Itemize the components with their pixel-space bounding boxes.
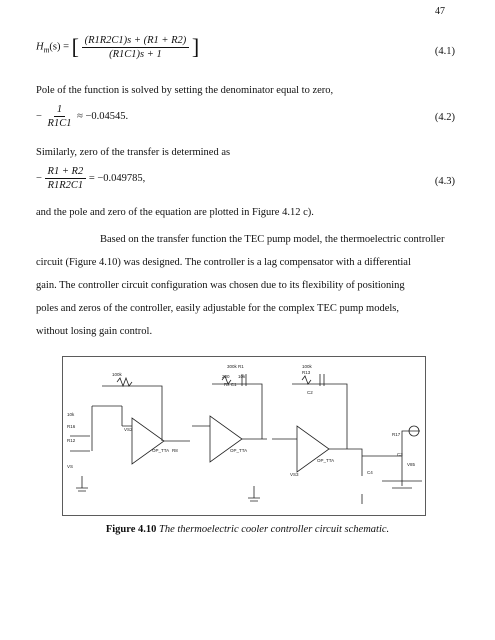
label-v85: V85 — [407, 462, 416, 467]
eq1-numerator: (R1R2C1)s + (R1 + R2) — [82, 35, 190, 48]
label-100k-b: 100k — [302, 364, 312, 369]
label-rx-c1: Rx C1 — [224, 382, 237, 387]
after-eq3-text: and the pole and zero of the equation are plotted in Figure 4.12 c). — [36, 207, 314, 218]
label-vs3: VS3 — [290, 472, 299, 477]
eq1-lhs: H — [36, 41, 44, 53]
pole-intro-text: Pole of the function is solved by setting the denominator equal to zero, — [36, 85, 334, 96]
equation-4-1: $H_m(s)$ = [ $\frac{(R1R2C1)s + (R1 + R2)}{(R1C1)s + 1}$ ] — [36, 34, 200, 60]
eq1-fraction — [82, 35, 190, 60]
main-line-5: without losing gain control. — [36, 326, 153, 337]
equation-4-2 — [36, 104, 128, 129]
label-op3: OP_TTA — [317, 458, 335, 463]
controller-schematic — [62, 356, 426, 516]
label-vs2: VS2 — [124, 427, 133, 432]
eq2-fraction — [45, 104, 75, 129]
eq3-numerator: R1 + R2 — [45, 166, 87, 179]
eq2-prefix: − — [36, 110, 42, 122]
eq1-denominator: (R1C1)s + 1 — [109, 48, 162, 60]
zero-intro-text: Similarly, zero of the transfer is determined as — [36, 147, 231, 158]
label-c4: C4 — [367, 470, 373, 475]
eq3-result: = −0.049785, — [88, 172, 146, 184]
label-r17: R17 — [392, 432, 401, 437]
eq1-lhs-arg: (s) = — [49, 41, 70, 53]
eq1-lhs-sub: m — [43, 45, 50, 55]
main-line-2: circuit (Figure 4.10) was designed. The controller is a lag compensator with a differential — [36, 257, 411, 268]
eq2-numerator: 1 — [54, 104, 65, 117]
label-vs: VS — [67, 464, 74, 469]
main-paragraph — [36, 228, 456, 343]
label-r12: R12 — [67, 438, 76, 443]
label-r13: R13 — [302, 370, 311, 375]
equation-4-3 — [36, 166, 145, 191]
eq3-denominator: R1R2C1 — [47, 180, 84, 191]
main-line-3: gain. The controller circuit configuration was chosen due to its flexibility of positioning — [36, 280, 405, 291]
caption-text: The thermoelectric cooler controller circuit schematic. — [159, 524, 390, 535]
label-200: 200 — [222, 374, 230, 379]
eq3-prefix: − — [36, 172, 42, 184]
main-line-1: Based on the transfer function the TEC pump model, the thermoelectric controller — [100, 234, 445, 245]
equation-number-4-2: (4.2) — [434, 112, 455, 123]
label-10k: 10k — [238, 374, 246, 379]
page-number: 47 — [435, 6, 445, 17]
label-10k-left: 10k — [67, 412, 75, 417]
label-r16: R16 — [67, 424, 76, 429]
label-c2: C2 — [307, 390, 313, 395]
label-300k: 300k R1 — [227, 364, 244, 369]
label-op2: OP_TTA — [230, 448, 248, 453]
eq2-denominator: R1C1 — [47, 118, 72, 129]
figure-caption — [0, 524, 495, 535]
label-r8: R8 — [172, 448, 178, 453]
equation-number-4-3: (4.3) — [434, 176, 455, 187]
caption-label: Figure 4.10 — [105, 524, 157, 535]
eq2-result: ≈ −0.04545. — [77, 110, 129, 122]
label-100k-a: 100k — [112, 372, 122, 377]
main-line-4: poles and zeros of the controller, easily adjustable for the complex TEC pump models, — [36, 303, 399, 314]
eq3-fraction — [45, 166, 87, 191]
label-c3: C3 — [397, 452, 403, 457]
label-op1: OP_TTA — [152, 448, 170, 453]
equation-number-4-1: (4.1) — [434, 46, 455, 57]
